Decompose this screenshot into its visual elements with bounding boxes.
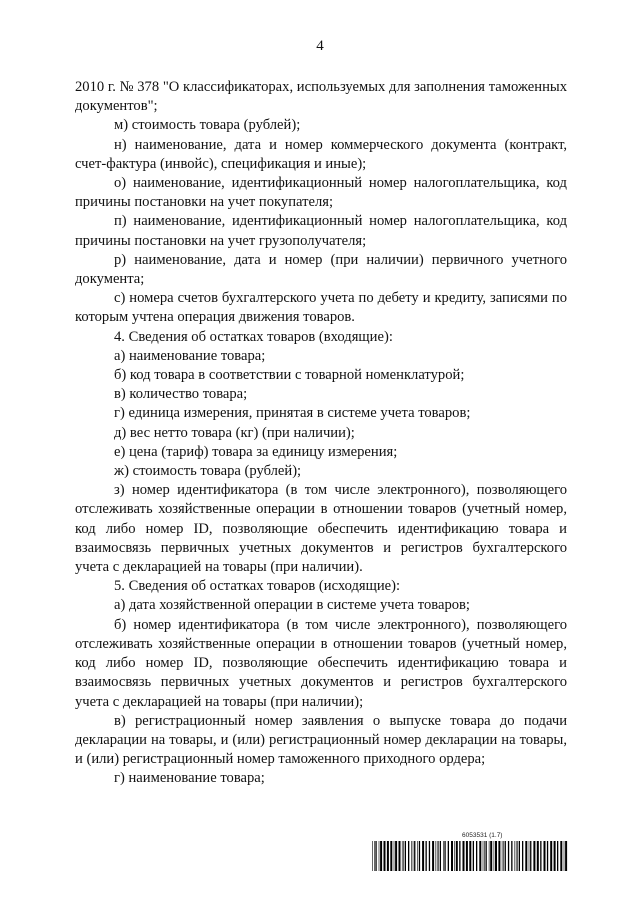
barcode-bar (387, 841, 389, 871)
paragraph-7: 4. Сведения об остатках товаров (входящие): (114, 328, 393, 345)
barcode-bar (395, 841, 397, 871)
barcode-bar (484, 841, 485, 871)
paragraph-0: 2010 г. № 378 "О классификаторах, используемых для заполнения таможенных документов"; (75, 79, 567, 115)
barcode-bar (422, 841, 424, 871)
paragraph-20: г) наименование товара; (114, 770, 265, 787)
paragraph-5: р) наименование, дата и номер (при наличии) первичного учетного документа; (75, 251, 567, 288)
barcode-bar (403, 841, 404, 871)
barcode-bar (519, 841, 520, 871)
barcode-bar (486, 841, 487, 871)
paragraph-3: о) наименование, идентификационный номер налогоплательщика, код причины постановки на учет покупателя; (75, 175, 567, 211)
paragraph-6: с) номера счетов бухгалтерского учета по дебету и кредиту, записями по которым учтена операция движения товаров. (75, 290, 567, 326)
barcode-bar (399, 841, 401, 871)
barcode-bar (437, 841, 438, 871)
barcode-bar (414, 841, 415, 871)
barcode-bar (557, 841, 558, 871)
barcode-bar (529, 841, 530, 871)
barcode-bar (516, 841, 517, 871)
barcode-bar (502, 841, 503, 871)
barcode-bar (479, 841, 481, 871)
barcode-bar (505, 841, 506, 871)
barcode-bar (525, 841, 527, 871)
barcode-bar (436, 841, 437, 871)
barcode-bar (495, 841, 497, 871)
barcode-bar (498, 841, 500, 871)
barcode-bar (515, 841, 516, 871)
barcode-bar (511, 841, 512, 871)
paragraph-15: з) номер идентификатора (в том числе электронного), позволяющего отслеживать хозяйственные операции в отношении товаров (учетный номер, код либо номер ID, позволяющие обеспечить идентификацию товара и взаимосвязь первичных учетных документов и регистров бухгалтерского учета с декларацией на товары (при наличии). (75, 482, 567, 576)
barcode-bar (443, 841, 444, 871)
barcode-bar (384, 841, 386, 871)
barcode-bar (544, 841, 546, 871)
page-number: 4 (316, 38, 324, 54)
paragraph-4: п) наименование, идентификационный номер налогоплательщика, код причины постановки на учет грузополучателя; (75, 213, 567, 249)
barcode-bar (456, 841, 458, 871)
barcode-bar (448, 841, 449, 871)
paragraph-18: б) номер идентификатора (в том числе электронного), позволяющего отслеживать хозяйственные операции в отношении товаров (учетный номер, код либо номер ID, позволяющие обеспечить идентификацию товара и взаимосвязь первичных учетных документов и регистров бухгалтерского учета с декларацией на товары (при наличии); (75, 616, 567, 710)
barcode-bar (565, 841, 567, 871)
barcode-bar (547, 841, 548, 871)
barcode-bar (469, 841, 471, 871)
barcode-bar (440, 841, 441, 871)
barcode-bar (476, 841, 477, 871)
paragraph-10: в) количество товара; (114, 386, 248, 403)
paragraph-14: ж) стоимость товара (рублей); (114, 463, 302, 480)
barcode-bar (494, 841, 495, 871)
barcode-bar (560, 841, 562, 871)
barcode-bar (429, 841, 430, 871)
barcode-bar (466, 841, 468, 871)
barcode-bar (537, 841, 539, 871)
barcode-bar (390, 841, 392, 871)
paragraph-12: д) вес нетто товара (кг) (при наличии); (114, 424, 355, 441)
barcode-bar (490, 841, 492, 871)
paragraph-17: а) дата хозяйственной операции в системе учета товаров; (114, 597, 470, 614)
barcode-bar (408, 841, 409, 871)
barcode-bar (530, 841, 531, 871)
paragraph-1: м) стоимость товара (рублей); (114, 117, 301, 134)
barcode-bar (405, 841, 406, 871)
barcode-bar (413, 841, 414, 871)
barcode-bar (380, 841, 382, 871)
barcode-bar (503, 841, 504, 871)
paragraph-9: б) код товара в соответствии с товарной номенклатурой; (114, 367, 465, 384)
barcode-bar (379, 841, 380, 871)
barcode-bar (463, 841, 465, 871)
paragraph-19: в) регистрационный номер заявления о выпуске товара до подачи декларации на товары, и (или) регистрационный номер декларации на товары, и (или) регистрационный номер таможенного приходного ордера; (75, 712, 567, 768)
barcode-bar (411, 841, 412, 871)
barcode (372, 841, 568, 871)
barcode-bar (394, 841, 395, 871)
barcode-bar (451, 841, 453, 871)
barcode-bar (402, 841, 403, 871)
barcode-bar (444, 841, 445, 871)
barcode-bar (438, 841, 439, 871)
paragraph-2: н) наименование, дата и номер коммерческого документа (контракт, счет-фактура (инвойс), спецификация и иные); (75, 136, 567, 172)
barcode-bar (533, 841, 535, 871)
barcode-bar (417, 841, 418, 871)
barcode-bar (473, 841, 474, 871)
barcode-bar (550, 841, 552, 871)
paragraph-13: е) цена (тариф) товара за единицу измерения; (114, 443, 398, 460)
paragraph-11: г) единица измерения, принятая в системе учета товаров; (114, 405, 471, 422)
barcode-bar (432, 841, 434, 871)
paragraph-16: 5. Сведения об остатках товаров (исходящие): (114, 578, 401, 595)
barcode-bar (554, 841, 556, 871)
barcode-bar (454, 841, 455, 871)
barcode-bar (508, 841, 509, 871)
barcode-bar (375, 841, 376, 871)
paragraph-8: а) наименование товара; (114, 347, 266, 364)
barcode-bar (459, 841, 460, 871)
document-body (75, 78, 567, 789)
barcode-bar (419, 841, 420, 871)
barcode-bar (426, 841, 427, 871)
barcode-bar (489, 841, 490, 871)
barcode-bar (564, 841, 565, 871)
barcode-bar (372, 841, 373, 871)
barcode-label: 6053531 (1.7) (462, 832, 503, 839)
barcode-bar (483, 841, 484, 871)
barcode-bar (540, 841, 541, 871)
barcode-bar (374, 841, 375, 871)
barcode-bar (517, 841, 518, 871)
barcode-bar (522, 841, 523, 871)
